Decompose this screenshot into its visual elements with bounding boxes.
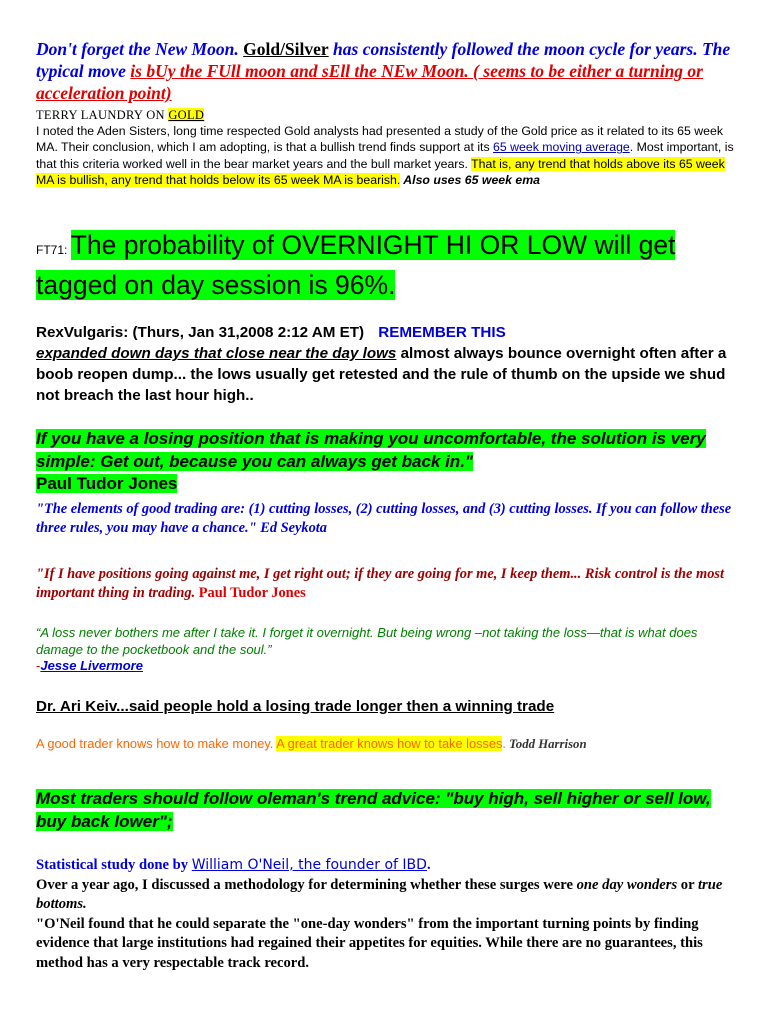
rexvulgaris-section	[36, 322, 736, 406]
livermore-quote: “A loss never bothers me after I take it. I forget it overnight. But being wrong –not taking the loss—that is what does damage to the pocketbook and the soul.”	[36, 625, 698, 657]
65-week-ma-link[interactable]: 65 week moving average	[493, 140, 630, 155]
todd-harrison-author: Todd Harrison	[505, 737, 587, 751]
ft71-prefix: FT71:	[36, 243, 71, 257]
rexvulgaris-body: expanded down days that close near the day lows almost always bounce overnight often after a boob reopen dump... the lows usually get retested and the rule of thumb on the upside we shud not breach the last hour high..	[36, 345, 727, 404]
ma-rule-highlight: That is, any trend that holds above its 65 week MA is bullish, any trend that holds below its 65 week MA is bearish.	[36, 156, 725, 187]
livermore-section	[36, 625, 736, 675]
oleman-paragraph: Most traders should follow oleman's trend advice: "buy high, sell higher or sell low, buy back lower";	[36, 789, 711, 831]
ptj-risk-quote: "If I have positions going against me, I get right out; if they are going for me, I keep them... Risk control is the most important thing in trading. Paul Tudor Jones	[36, 566, 724, 601]
ptj-risk-author: Paul Tudor Jones	[198, 585, 306, 601]
ptj-green-quote: If you have a losing position that is making you uncomfortable, the solution is very simple: Get out, because you can always get back in." Paul Tudor Jones	[36, 429, 706, 493]
gold-silver-text: Gold/Silver	[243, 39, 329, 59]
oneil-line-2: "O'Neil found that he could separate the "one-day wonders" from the important turning points by finding evidence that large institutions had regained their appetites for equities. While there are no guarantees, this method has a very respectable track record.	[36, 915, 703, 971]
ft71-paragraph	[36, 228, 736, 307]
jesse-livermore-link[interactable]: Jesse Livermore	[40, 658, 143, 673]
ari-keiv-paragraph: Dr. Ari Keiv...said people hold a losing trade longer then a winning trade	[36, 698, 555, 715]
remember-this-label: REMEMBER THIS	[378, 324, 506, 341]
ptj-green-author: Paul Tudor Jones	[36, 474, 178, 493]
moon-rule-text: is bUy the FUll moon and sEll the NEw Moon. ( seems to be either a turning or acceleration point)	[36, 61, 703, 103]
rexvulgaris-header	[36, 322, 736, 343]
terry-laundry-body: I noted the Aden Sisters, long time respected Gold analysts had presented a study of the Gold price as it related to its 65 week MA. Their conclusion, which I am adopting, is that a bullish trend finds support at its 65 week moving average. Most important, is that this criteria worked well in the bear market years and the bull market years. That is, any trend that holds above its 65 week MA is bullish, any trend that holds below its 65 week MA is bearish. Also uses 65 week ema	[36, 124, 734, 187]
moon-cycle-paragraph	[36, 38, 736, 104]
terry-laundry-section	[36, 108, 736, 188]
oneil-lead: Statistical study done by William O'Neil, the founder of IBD.	[36, 857, 431, 873]
moon-text-2: has consistently followed the moon cycle for years. The typical move	[36, 39, 731, 81]
moon-text-1: Don't forget the New Moon.	[36, 39, 244, 59]
seykota-quote: "The elements of good trading are: (1) cutting losses, (2) cutting losses, and (3) cutting losses. If you can follow these three rules, you may have a chance." Ed Seykota	[36, 501, 732, 536]
william-oneil-link[interactable]: William O'Neil, the founder of IBD	[191, 857, 427, 873]
ft71-text: The probability of OVERNIGHT HI OR LOW will get tagged on day session is 96%.	[36, 230, 676, 300]
great-trader-highlight: A great trader knows how to take losses	[276, 736, 503, 751]
oneil-line-1: Over a year ago, I discussed a methodology for determining whether these surges were one day wonders or true bottoms.	[36, 876, 723, 912]
livermore-author-line: -Jesse Livermore	[36, 658, 143, 673]
oneil-section	[36, 856, 736, 973]
rexvulgaris-author: RexVulgaris: (Thurs, Jan 31,2008 2:12 AM ET)	[36, 324, 365, 341]
terry-laundry-title: TERRY LAUNDRY ON GOLD	[36, 108, 205, 122]
todd-harrison-paragraph: A good trader knows how to make money. A great trader knows how to take losses. Todd Harrison	[36, 736, 587, 751]
gold-highlight: GOLD	[168, 108, 205, 122]
